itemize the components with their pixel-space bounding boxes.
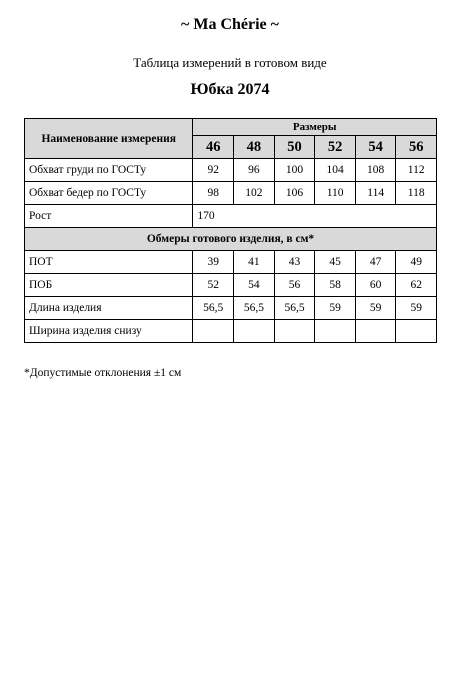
- table-cell: 108: [355, 159, 396, 182]
- table-cell: 56,5: [234, 297, 275, 320]
- table-cell: 98: [193, 182, 234, 205]
- table-cell: 41: [234, 251, 275, 274]
- table-cell: [234, 320, 275, 343]
- row-label: Рост: [25, 205, 193, 228]
- size-header: 56: [396, 136, 437, 159]
- table-cell: 96: [234, 159, 275, 182]
- table-row: [25, 274, 437, 297]
- row-label: ПОТ: [25, 251, 193, 274]
- table-cell: 59: [396, 297, 437, 320]
- row-label: ПОБ: [25, 274, 193, 297]
- size-header: 54: [355, 136, 396, 159]
- table-cell: 114: [355, 182, 396, 205]
- table-cell: 56,5: [274, 297, 315, 320]
- table-cell: 56: [274, 274, 315, 297]
- table-cell: 60: [355, 274, 396, 297]
- table-cell: [315, 320, 356, 343]
- model-title: Юбка 2074: [190, 81, 270, 98]
- table-cell: [355, 320, 396, 343]
- table-cell: 102: [234, 182, 275, 205]
- size-header: 52: [315, 136, 356, 159]
- table-cell: 118: [396, 182, 437, 205]
- table-cell: 58: [315, 274, 356, 297]
- table-row-height: [25, 205, 437, 228]
- table-cell: 39: [193, 251, 234, 274]
- table-cell: 59: [355, 297, 396, 320]
- table-cell: [274, 320, 315, 343]
- table-cell: 47: [355, 251, 396, 274]
- height-value: 170: [193, 205, 437, 228]
- table-cell: 43: [274, 251, 315, 274]
- document-subtitle: Таблица измерений в готовом виде: [133, 55, 327, 70]
- table-row: [25, 182, 437, 205]
- table-cell: 62: [396, 274, 437, 297]
- size-header: 46: [193, 136, 234, 159]
- table-cell: 49: [396, 251, 437, 274]
- table-cell: 56,5: [193, 297, 234, 320]
- size-header: 50: [274, 136, 315, 159]
- sizes-header: Размеры: [193, 119, 437, 136]
- table-cell: 100: [274, 159, 315, 182]
- row-label: Обхват груди по ГОСТу: [25, 159, 193, 182]
- brand-title: ~ Ma Chérie ~: [181, 16, 279, 33]
- measurement-name-header: Наименование измерения: [25, 119, 193, 159]
- table-row: [25, 320, 437, 343]
- row-label: Длина изделия: [25, 297, 193, 320]
- garment-section-header: Обмеры готового изделия, в см*: [25, 228, 437, 251]
- table-cell: 104: [315, 159, 356, 182]
- table-cell: 112: [396, 159, 437, 182]
- table-row: [25, 159, 437, 182]
- row-label: Обхват бедер по ГОСТу: [25, 182, 193, 205]
- measurement-table: [24, 118, 437, 343]
- row-label: Ширина изделия снизу: [25, 320, 193, 343]
- table-cell: [396, 320, 437, 343]
- table-cell: [193, 320, 234, 343]
- table-cell: 59: [315, 297, 356, 320]
- section-header-row: [25, 228, 437, 251]
- table-cell: 45: [315, 251, 356, 274]
- table-cell: 92: [193, 159, 234, 182]
- table-row: [25, 297, 437, 320]
- table-cell: 106: [274, 182, 315, 205]
- size-header: 48: [234, 136, 275, 159]
- table-cell: 54: [234, 274, 275, 297]
- table-cell: 52: [193, 274, 234, 297]
- tolerance-footnote: *Допустимые отклонения ±1 см: [24, 367, 182, 379]
- table-cell: 110: [315, 182, 356, 205]
- table-row: [25, 251, 437, 274]
- table-header-row: [25, 119, 437, 136]
